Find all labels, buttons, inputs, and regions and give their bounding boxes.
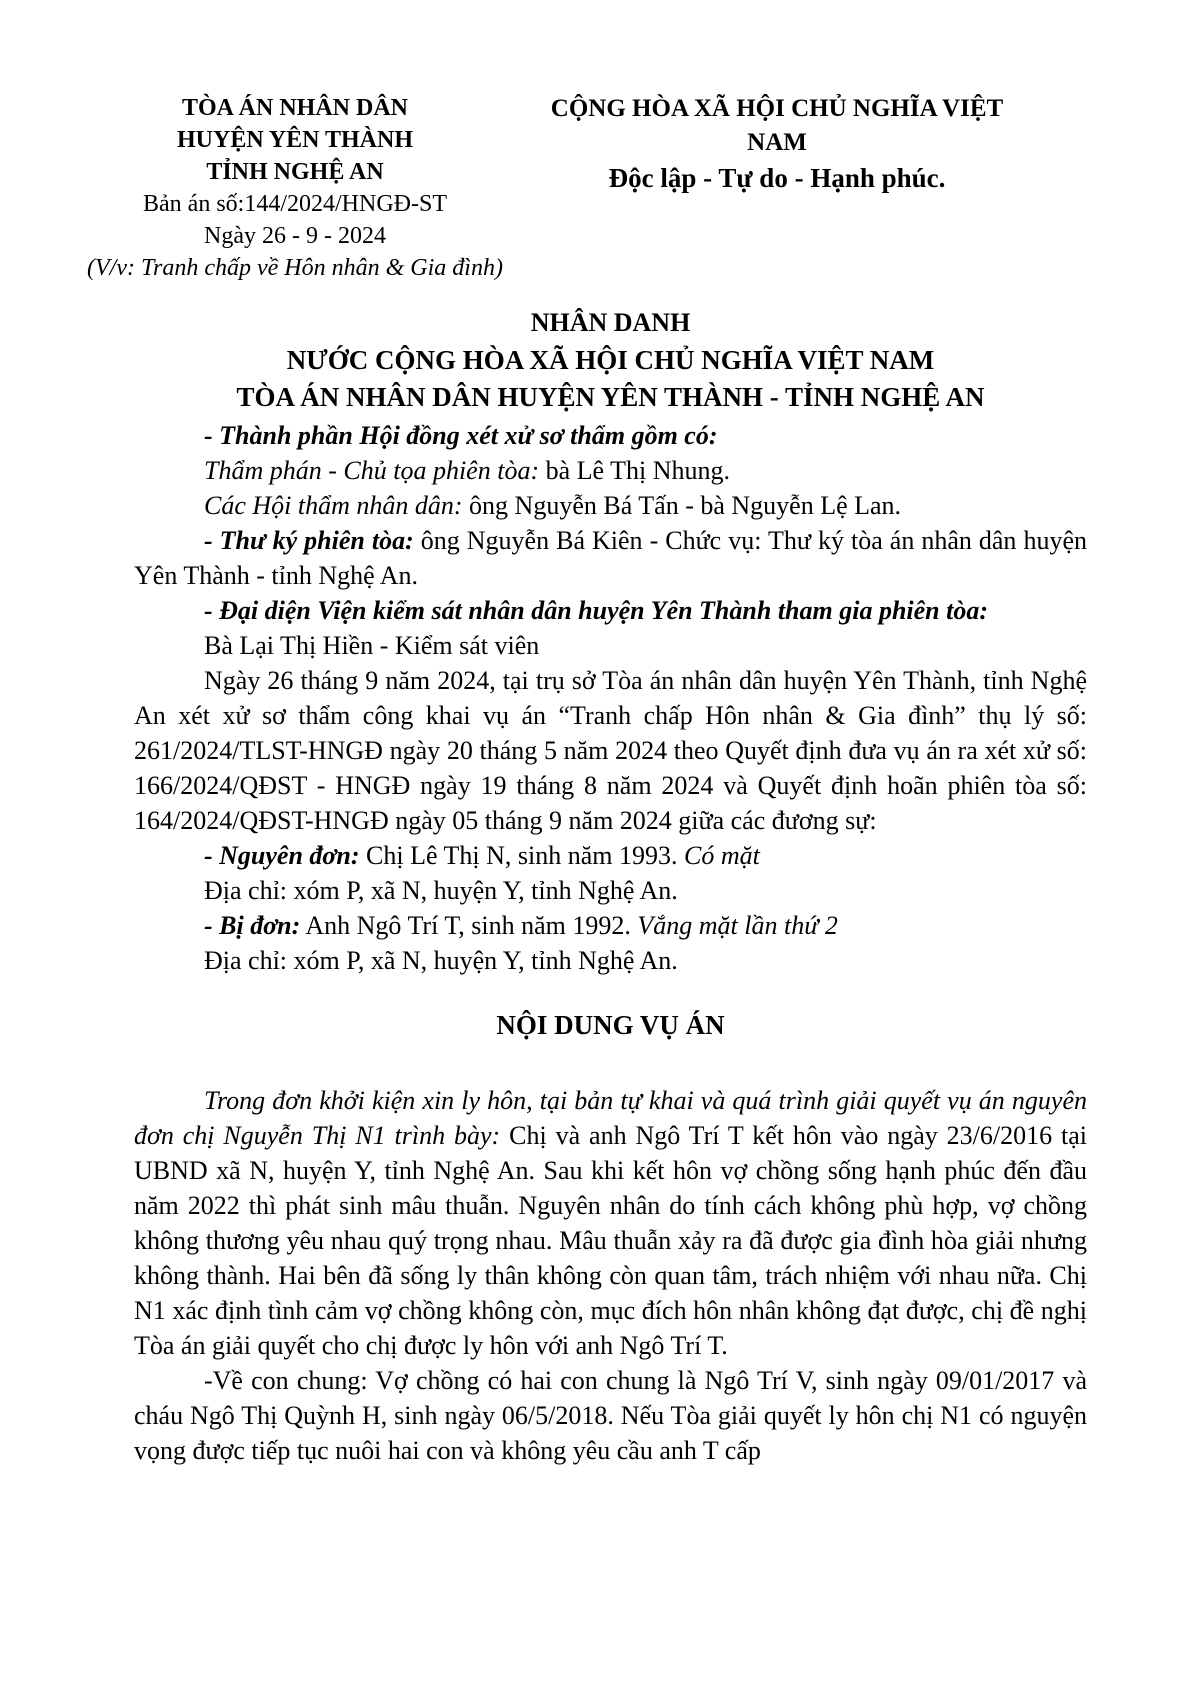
issuing-court-block [85, 92, 505, 284]
defendant-line: - Bị đơn: Anh Ngô Trí T, sinh năm 1992. Vắng mặt lần thứ 2 [204, 911, 838, 940]
content-paragraph-2: -Về con chung: Vợ chồng có hai con chung là Ngô Trí V, sinh ngày 09/01/2017 và cháu Ngô Thị Quỳnh H, sinh ngày 06/5/2018. Nếu Tòa giải quyết ly hôn chị N1 có nguyện vọng được tiếp tục nuôi hai con và không yêu cầu anh T cấp [134, 1366, 1087, 1465]
title-line-court: TÒA ÁN NHÂN DÂN HUYỆN YÊN THÀNH - TỈNH NGHỆ AN [236, 382, 985, 412]
case-intro-paragraph: Ngày 26 tháng 9 năm 2024, tại trụ sở Tòa án nhân dân huyện Yên Thành, tỉnh Nghệ An xét xử sơ thẩm công khai vụ án “Tranh chấp Hôn nhân & Gia đình” thụ lý số: 261/2024/TLST-HNGĐ ngày 20 tháng 5 năm 2024 theo Quyết định đưa vụ án ra xét xử số: 166/2024/QĐST - HNGĐ ngày 19 tháng 8 năm 2024 và Quyết định hoãn phiên tòa số: 164/2024/QĐST-HNGĐ ngày 05 tháng 9 năm 2024 giữa các đương sự: [134, 666, 1087, 835]
national-motto-block [532, 92, 1022, 284]
clerk-line: - Thư ký phiên tòa: ông Nguyễn Bá Kiên - Chức vụ: Thư ký tòa án nhân dân huyện Yên Thành - tỉnh Nghệ An. [134, 526, 1087, 590]
country-name: CỘNG HÒA XÃ HỘI CHỦ NGHĨA VIỆT NAM [550, 95, 1004, 156]
court-name-line-2: HUYỆN YÊN THÀNH [176, 127, 414, 153]
section-heading-noi-dung: NỘI DUNG VỤ ÁN [496, 1010, 725, 1040]
judge-line: Thẩm phán - Chủ tọa phiên tòa: bà Lê Thị Nhung. [204, 456, 730, 485]
court-name-line-1: TÒA ÁN NHÂN DÂN [181, 95, 408, 121]
case-number: Bản án số:144/2024/HNGĐ-ST [143, 191, 447, 217]
court-name-line-3: TỈNH NGHỆ AN [206, 159, 384, 185]
document-body [134, 418, 1087, 1468]
judgment-date: Ngày 26 - 9 - 2024 [204, 223, 386, 249]
case-subject: (V/v: Tranh chấp về Hôn nhân & Gia đình) [87, 255, 503, 281]
content-paragraph-1: Trong đơn khởi kiện xin ly hôn, tại bản tự khai và quá trình giải quyết vụ án nguyên đơn chị Nguyễn Thị N1 trình bày: Chị và anh Ngô Trí T kết hôn vào ngày 23/6/2016 tại UBND xã N, huyện Y, tỉnh Nghệ An. Sau khi kết hôn vợ chồng sống hạnh phúc đến đầu năm 2022 thì phát sinh mâu thuẫn. Nguyên nhân do tính cách không phù hợp, vợ chồng không thương yêu nhau quý trọng nhau. Mâu thuẫn xảy ra đã được gia đình hòa giải nhưng không thành. Hai bên đã sống ly thân không còn quan tâm, trách nhiệm với nhau nữa. Chị N1 xác định tình cảm vợ chồng không còn, mục đích hôn nhân không đạt được, chị đề nghị Tòa án giải quyết cho chị được ly hôn với anh Ngô Trí T. [134, 1086, 1087, 1360]
assessors-line: Các Hội thẩm nhân dân: ông Nguyễn Bá Tấn - bà Nguyễn Lệ Lan. [204, 491, 902, 520]
plaintiff-line: - Nguyên đơn: Chị Lê Thị N, sinh năm 1993. Có mặt [204, 841, 760, 870]
procurator-line: Bà Lại Thị Hiền - Kiểm sát viên [204, 631, 540, 660]
procurator-heading: - Đại diện Viện kiểm sát nhân dân huyện Yên Thành tham gia phiên tòa: [204, 596, 989, 625]
defendant-address: Địa chỉ: xóm P, xã N, huyện Y, tỉnh Nghệ An. [204, 946, 678, 975]
judgment-title-block [134, 304, 1087, 416]
title-line-country: NƯỚC CỘNG HÒA XÃ HỘI CHỦ NGHĨA VIỆT NAM [286, 345, 935, 375]
panel-heading: - Thành phần Hội đồng xét xử sơ thẩm gồm có: [204, 421, 718, 450]
title-line-nhan-danh: NHÂN DANH [530, 308, 691, 337]
national-motto: Độc lập - Tự do - Hạnh phúc. [608, 163, 946, 193]
plaintiff-address: Địa chỉ: xóm P, xã N, huyện Y, tỉnh Nghệ An. [204, 876, 678, 905]
document-header [85, 0, 1190, 284]
